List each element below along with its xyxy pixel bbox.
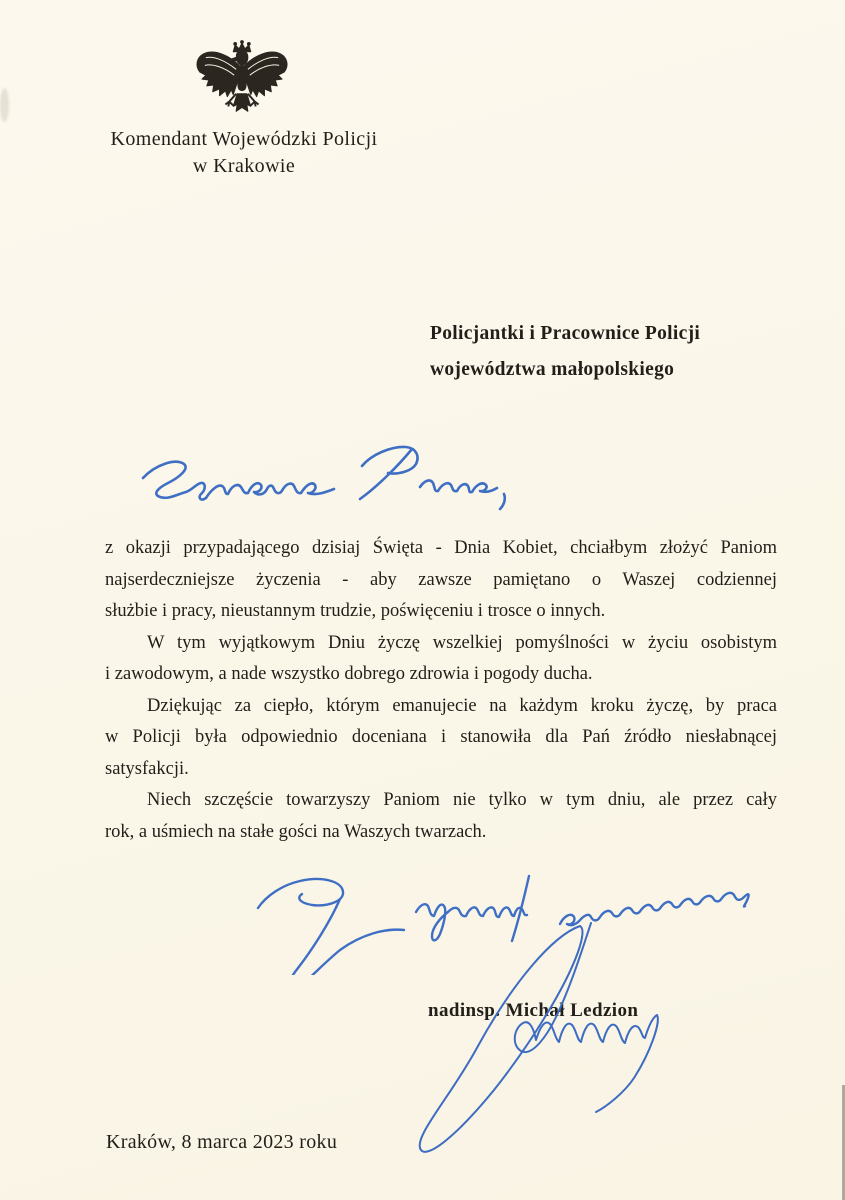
letter-body: [105, 533, 777, 848]
recipient-line2: województwa małopolskiego: [430, 359, 675, 380]
signature-scrawl: [400, 915, 680, 1155]
body-line: służbie i pracy, nieustannym trudzie, poświęceniu i trosce o innych.: [105, 601, 606, 621]
signer-name: nadinsp. Michał Ledzion: [428, 1000, 639, 1021]
body-line: rok, a uśmiech na stałe gości na Waszych twarzach.: [105, 821, 487, 842]
handwritten-salutation-script: [110, 430, 520, 520]
body-line: w Policji była odpowiednio doceniana i stanowiła dla Pań źródło niesłabnącej: [105, 727, 777, 747]
recipient-block: [430, 316, 790, 388]
letterhead: [94, 126, 394, 180]
org-name-line2: w Krakowie: [192, 155, 296, 177]
dateline: Kraków, 8 marca 2023 roku: [106, 1131, 338, 1153]
body-line: i zawodowym, a nade wszystko dobrego zdrowia i pogody ducha.: [105, 664, 593, 684]
body-line: Dziękując za ciepło, którym emanujecie na każdym kroku życzę, by praca: [147, 695, 777, 716]
body-line: z okazji przypadającego dzisiaj Święta - Dnia Kobiet, chciałbym złożyć Paniom: [105, 538, 777, 558]
body-line: W tym wyjątkowym Dniu życzę wszelkiej pomyślności w życiu osobistym: [147, 632, 777, 653]
body-line: Niech szczęście towarzyszy Paniom nie tylko w tym dniu, ale przez cały: [147, 790, 777, 810]
body-line: najserdeczniejsze życzenia - aby zawsze pamiętano o Waszej codziennej: [105, 569, 777, 590]
polish-eagle-emblem-icon: [193, 40, 291, 126]
scan-smudge-artifact: [0, 88, 9, 122]
recipient-line1: Policjantki i Pracownice Policji: [430, 323, 701, 344]
org-name-line1: Komendant Wojewódzki Policji: [110, 128, 378, 150]
body-line: satysfakcji.: [105, 758, 189, 779]
